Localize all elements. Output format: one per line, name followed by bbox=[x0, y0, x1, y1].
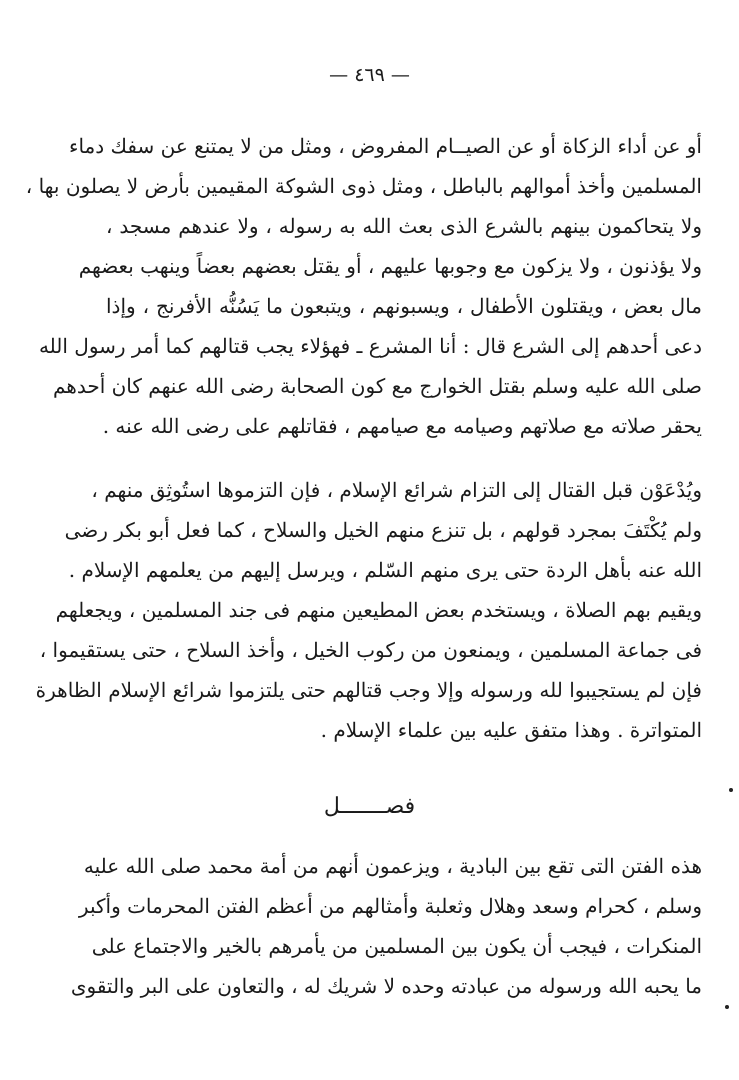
text-line: ولم يُكْتَفَ بمجرد قولهم ، بل تنزع منهم الخيل والسلاح ، كما فعل أبو بكر رضى bbox=[64, 518, 702, 542]
section-heading: فصـــــــل bbox=[323, 794, 416, 819]
text-line: أو عن أداء الزكاة أو عن الصيــام المفروض ، ومثل من لا يمتنع عن سفك دماء bbox=[69, 134, 702, 158]
text-line: دعى أحدهم إلى الشرع قال : أنا المشرع ـ فهؤلاء يجب قتالهم كما أمر رسول الله bbox=[38, 334, 702, 358]
paragraph-3 bbox=[70, 846, 702, 1006]
text-line: المتواترة . وهذا متفق عليه بين علماء الإسلام . bbox=[320, 718, 702, 742]
text-line: ويقيم بهم الصلاة ، ويستخدم بعض المطيعين منهم فى جند المسلمين ، ويجعلهم bbox=[55, 598, 702, 622]
text-line: مال بعض ، ويقتلون الأطفال ، ويسبونهم ، ويتبعون ما يَسُنُّه الأفرنج ، وإذا bbox=[106, 294, 702, 318]
text-line: صلى الله عليه وسلم بقتل الخوارج مع كون الصحابة رضى الله عنهم كان أحدهم bbox=[52, 374, 702, 398]
text-line: ويُدْعَوْن قبل القتال إلى التزام شرائع الإسلام ، فإن التزموها استُوثِق منهم ، bbox=[91, 478, 702, 502]
margin-dot bbox=[725, 1005, 729, 1009]
text-line: وسلم ، كحرام وسعد وهلال وثعلبة وأمثالهم من أعظم الفتن المحرمات وأكبر bbox=[78, 894, 702, 918]
text-line: هذه الفتن التى تقع بين البادية ، ويزعمون أنهم من أمة محمد صلى الله عليه bbox=[83, 854, 702, 878]
paragraph-1 bbox=[25, 126, 702, 446]
paragraph-2 bbox=[35, 470, 702, 750]
text-line: يحقر صلاته مع صلاتهم وصيامه مع صيامهم ، فقاتلهم على رضى الله عنه . bbox=[102, 414, 702, 438]
page-number: — ٤٦٩ — bbox=[329, 64, 410, 86]
text-line: ولا يؤذنون ، ولا يزكون مع وجوبها عليهم ، أو يقتل بعضهم بعضاً وينهب بعضهم bbox=[78, 254, 702, 278]
text-line: المنكرات ، فيجب أن يكون بين المسلمين من يأمرهم بالخير والاجتماع على bbox=[91, 934, 702, 958]
text-line: ولا يتحاكمون بينهم بالشرع الذى بعث الله به رسوله ، ولا عندهم مسجد ، bbox=[106, 214, 702, 238]
text-line: المسلمين وأخذ أموالهم بالباطل ، ومثل ذوى الشوكة المقيمين بأرض لا يصلون بها ، bbox=[25, 174, 702, 198]
text-line: الله عنه بأهل الردة حتى يرى منهم السّلم ، ويرسل إليهم من يعلمهم الإسلام . bbox=[68, 558, 702, 582]
text-line: فإن لم يستجيبوا لله ورسوله وإلا وجب قتالهم حتى يلتزموا شرائع الإسلام الظاهرة bbox=[35, 678, 702, 702]
text-line: فى جماعة المسلمين ، ويمنعون من ركوب الخيل ، وأخذ السلاح ، حتى يستقيموا ، bbox=[39, 638, 702, 662]
margin-dot bbox=[729, 788, 733, 792]
text-line: ما يحبه الله ورسوله من عبادته وحده لا شريك له ، والتعاون على البر والتقوى bbox=[70, 974, 702, 998]
